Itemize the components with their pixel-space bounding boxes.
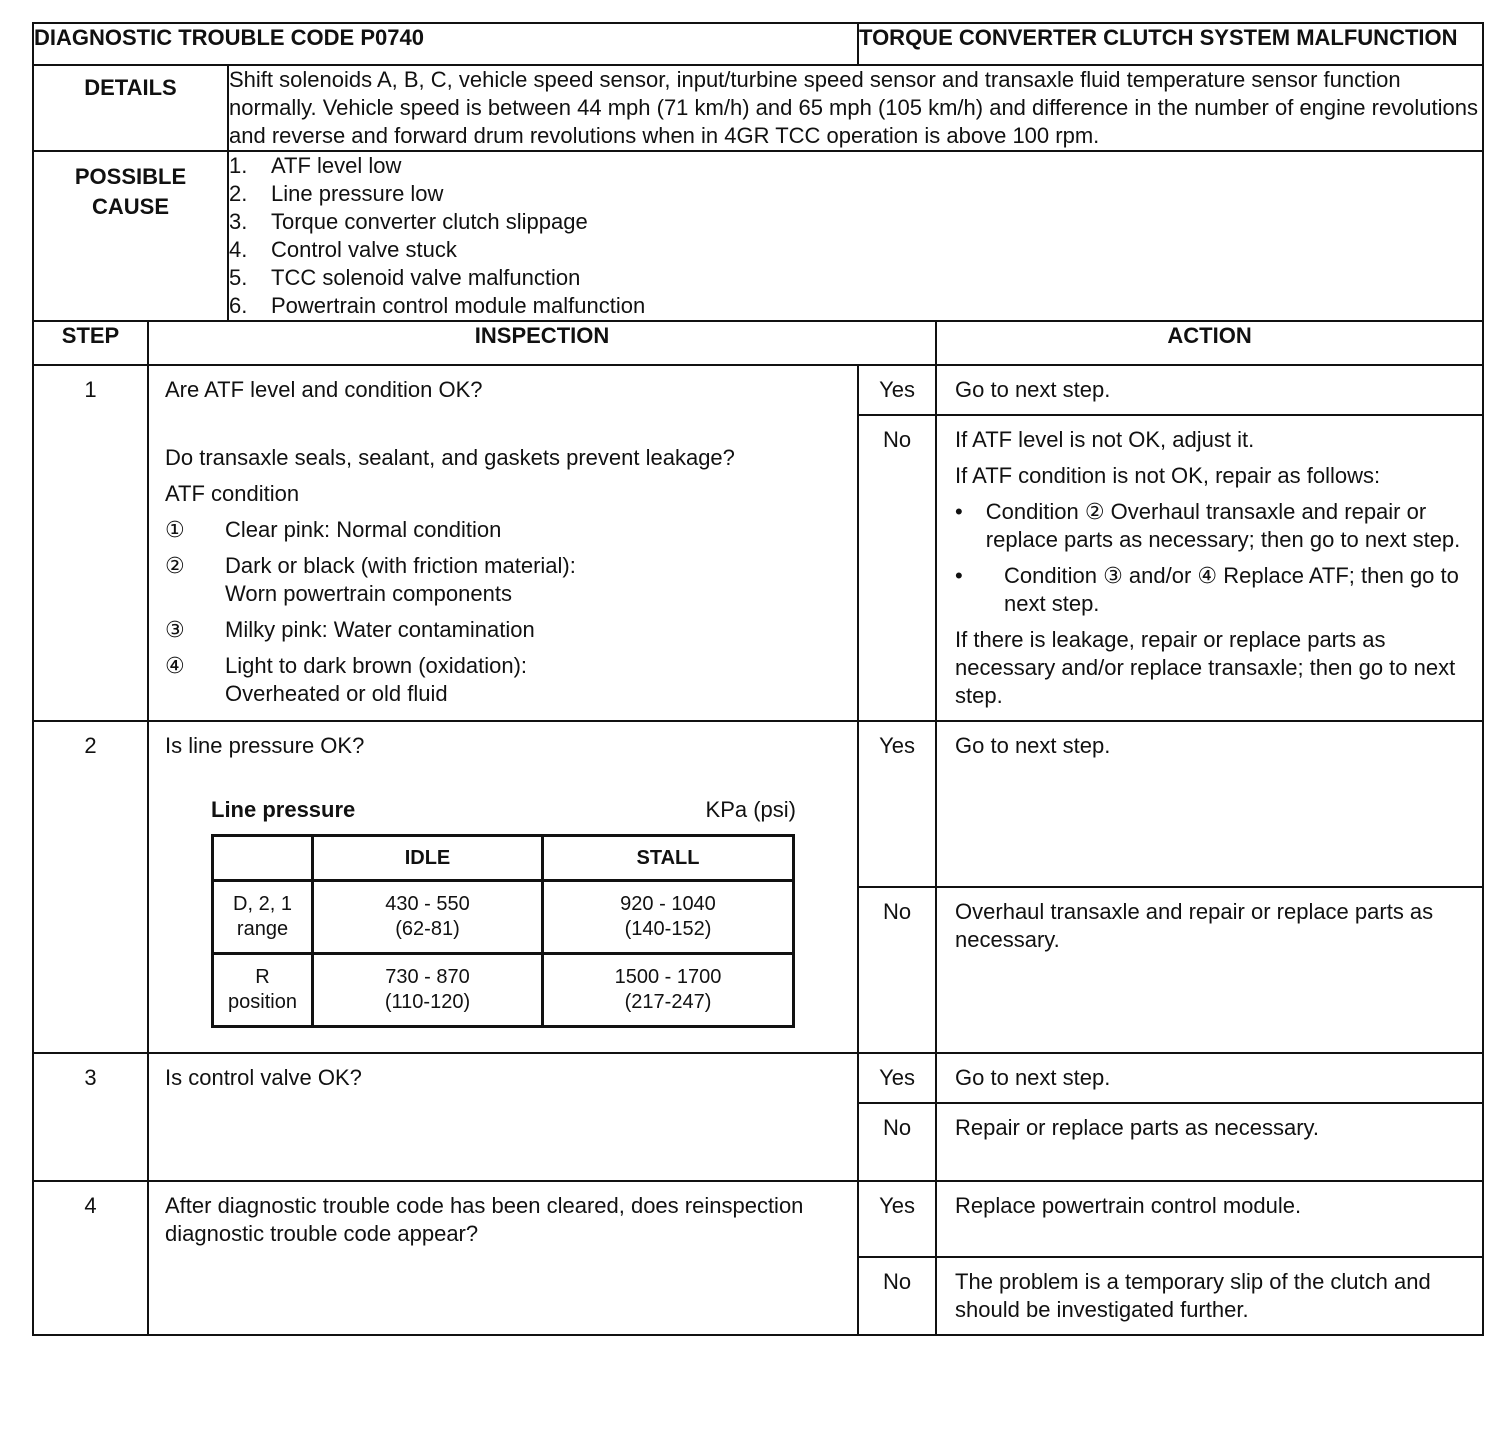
step-1-inspection — [148, 365, 858, 721]
lp-stall-kpa: 1500 - 1700 — [614, 966, 722, 988]
cause-item — [229, 152, 1482, 180]
step-4-yes-row — [33, 1181, 1483, 1257]
condition-symbol: ① — [165, 517, 185, 542]
line-pressure-unit: KPa (psi) — [705, 797, 796, 822]
step-2-inspection — [148, 721, 858, 1053]
cause-item — [229, 264, 1482, 292]
line-pressure-heading — [211, 796, 796, 824]
cause-number: 2. — [229, 181, 248, 206]
step-1-yes: Yes — [858, 365, 936, 415]
cause-number: 1. — [229, 153, 248, 178]
line-pressure-table — [211, 834, 795, 1028]
cause-item — [229, 292, 1482, 320]
step-3-number: 3 — [33, 1053, 148, 1181]
step-3-no-action: Repair or replace parts as necessary. — [936, 1103, 1483, 1181]
lp-col-stall: STALL — [543, 836, 794, 881]
condition-text-2: Worn powertrain components — [225, 581, 512, 606]
cause-text: ATF level low — [271, 153, 402, 178]
step-4-number: 4 — [33, 1181, 148, 1335]
lp-stall-psi: (140-152) — [624, 918, 712, 940]
cause-number: 4. — [229, 237, 248, 262]
cause-text: Line pressure low — [271, 181, 444, 206]
action-bullet — [955, 562, 1474, 618]
condition-text-2: Overheated or old fluid — [225, 681, 448, 706]
step-3-yes-row — [33, 1053, 1483, 1103]
lp-col-idle: IDLE — [313, 836, 543, 881]
lp-stall-psi: (217-247) — [624, 991, 712, 1013]
cause-number: 3. — [229, 209, 248, 234]
atf-condition-label: ATF condition — [165, 481, 300, 506]
step-4-yes: Yes — [858, 1181, 936, 1257]
line-pressure-row — [213, 954, 794, 1027]
dtc-title: TORQUE CONVERTER CLUTCH SYSTEM MALFUNCTION — [858, 23, 1483, 65]
lp-idle-kpa: 430 - 550 — [385, 893, 470, 915]
cause-item — [229, 180, 1482, 208]
possible-cause-row — [33, 151, 1483, 321]
bullet-text: Condition ③ and/or ④ Replace ATF; then go to next step. — [1004, 563, 1459, 616]
bullet-mark: • — [955, 499, 963, 524]
cause-text: TCC solenoid valve malfunction — [271, 265, 581, 290]
cause-number: 6. — [229, 293, 248, 318]
possible-cause-label — [33, 151, 228, 321]
step-1-no-action-line: If ATF level is not OK, adjust it. — [955, 427, 1255, 452]
step-1-question: Are ATF level and condition OK? — [165, 377, 483, 402]
column-header-row — [33, 321, 1483, 365]
step-4-no: No — [858, 1257, 936, 1335]
step-2-question: Is line pressure OK? — [165, 733, 365, 758]
lp-stall-kpa: 920 - 1040 — [620, 893, 716, 915]
cause-text: Powertrain control module malfunction — [271, 293, 646, 318]
cause-text: Torque converter clutch slippage — [271, 209, 588, 234]
lp-stall-cell — [543, 954, 794, 1027]
condition-symbol: ④ — [165, 653, 185, 678]
inspection-column-header: INSPECTION — [148, 321, 936, 365]
possible-cause-label-line1: POSSIBLE — [74, 164, 187, 189]
step-3-yes: Yes — [858, 1053, 936, 1103]
step-3-yes-action: Go to next step. — [936, 1053, 1483, 1103]
details-label: DETAILS — [33, 65, 228, 151]
cause-text: Control valve stuck — [271, 237, 457, 262]
lp-range-cell — [213, 881, 313, 954]
step-1-yes-action: Go to next step. — [936, 365, 1483, 415]
step-2-no-action: Overhaul transaxle and repair or replace parts as necessary. — [936, 887, 1483, 1053]
possible-cause-label-line2: CAUSE — [91, 194, 169, 219]
possible-cause-list — [228, 151, 1483, 321]
step-column-header: STEP — [33, 321, 148, 365]
step-1-no-action-line: If ATF condition is not OK, repair as follows: — [955, 463, 1381, 488]
step-1-number: 1 — [33, 365, 148, 721]
lp-idle-psi: (110-120) — [384, 991, 471, 1013]
details-row — [33, 65, 1483, 151]
step-1-no-action — [936, 415, 1483, 721]
dtc-code: DIAGNOSTIC TROUBLE CODE P0740 — [33, 23, 858, 65]
cause-item — [229, 208, 1482, 236]
step-4-question: After diagnostic trouble code has been cleared, does reinspection diagnostic trouble code appear? — [148, 1181, 858, 1335]
lp-range: D, 2, 1 — [233, 893, 292, 915]
lp-idle-psi: (62-81) — [395, 918, 460, 940]
details-text: Shift solenoids A, B, C, vehicle speed sensor, input/turbine speed sensor and transaxle fluid temperature sensor function normally. Vehicle speed is between 44 mph (71 km/h) and 65 mph (105 km/h) and difference in the number of engine revolutions and reverse and forward drum revolutions when in 4GR TCC operation is above 100 rpm. — [228, 65, 1483, 151]
condition-text: Clear pink: Normal condition — [225, 517, 502, 542]
step-2-yes: Yes — [858, 721, 936, 887]
action-column-header: ACTION — [936, 321, 1483, 365]
condition-text: Dark or black (with friction material): — [225, 553, 576, 578]
step-2-yes-action: Go to next step. — [936, 721, 1483, 887]
step-1-yes-row — [33, 365, 1483, 415]
condition-symbol: ③ — [165, 617, 185, 642]
line-pressure-row — [213, 881, 794, 954]
step-4-yes-action: Replace powertrain control module. — [936, 1181, 1483, 1257]
action-bullet — [955, 498, 1474, 554]
step-3-question: Is control valve OK? — [148, 1053, 858, 1181]
condition-symbol: ② — [165, 553, 185, 578]
lp-range-2: range — [236, 918, 289, 940]
step-1-question-2: Do transaxle seals, sealant, and gaskets prevent leakage? — [165, 445, 735, 470]
step-3-no: No — [858, 1103, 936, 1181]
lp-range: R — [255, 966, 270, 988]
lp-idle-cell — [313, 954, 543, 1027]
lp-range-2: position — [228, 991, 297, 1013]
line-pressure-title: Line pressure — [211, 797, 356, 822]
cause-number: 5. — [229, 265, 248, 290]
step-2-no: No — [858, 887, 936, 1053]
lp-idle-cell — [313, 881, 543, 954]
step-1-no-action-line: If there is leakage, repair or replace parts as necessary and/or replace transaxle; then go to next step. — [955, 627, 1456, 708]
line-pressure-header — [213, 836, 794, 881]
dtc-table — [32, 22, 1484, 1336]
step-1-no: No — [858, 415, 936, 721]
lp-range-cell — [213, 954, 313, 1027]
lp-col-blank — [213, 836, 313, 881]
atf-condition-item — [165, 516, 841, 544]
atf-condition-item — [165, 616, 841, 644]
lp-stall-cell — [543, 881, 794, 954]
step-2-yes-row — [33, 721, 1483, 887]
lp-idle-kpa: 730 - 870 — [385, 966, 470, 988]
dtc-document — [32, 22, 1482, 1336]
condition-text: Light to dark brown (oxidation): — [225, 653, 528, 678]
atf-condition-item — [165, 652, 841, 708]
header-row — [33, 23, 1483, 65]
step-2-number: 2 — [33, 721, 148, 1053]
step-4-no-action: The problem is a temporary slip of the clutch and should be investigated further. — [936, 1257, 1483, 1335]
cause-item — [229, 236, 1482, 264]
bullet-mark: • — [955, 563, 963, 588]
condition-text: Milky pink: Water contamination — [225, 617, 535, 642]
bullet-text: Condition ② Overhaul transaxle and repair or replace parts as necessary; then go to next step. — [985, 499, 1461, 552]
atf-condition-item — [165, 552, 841, 608]
